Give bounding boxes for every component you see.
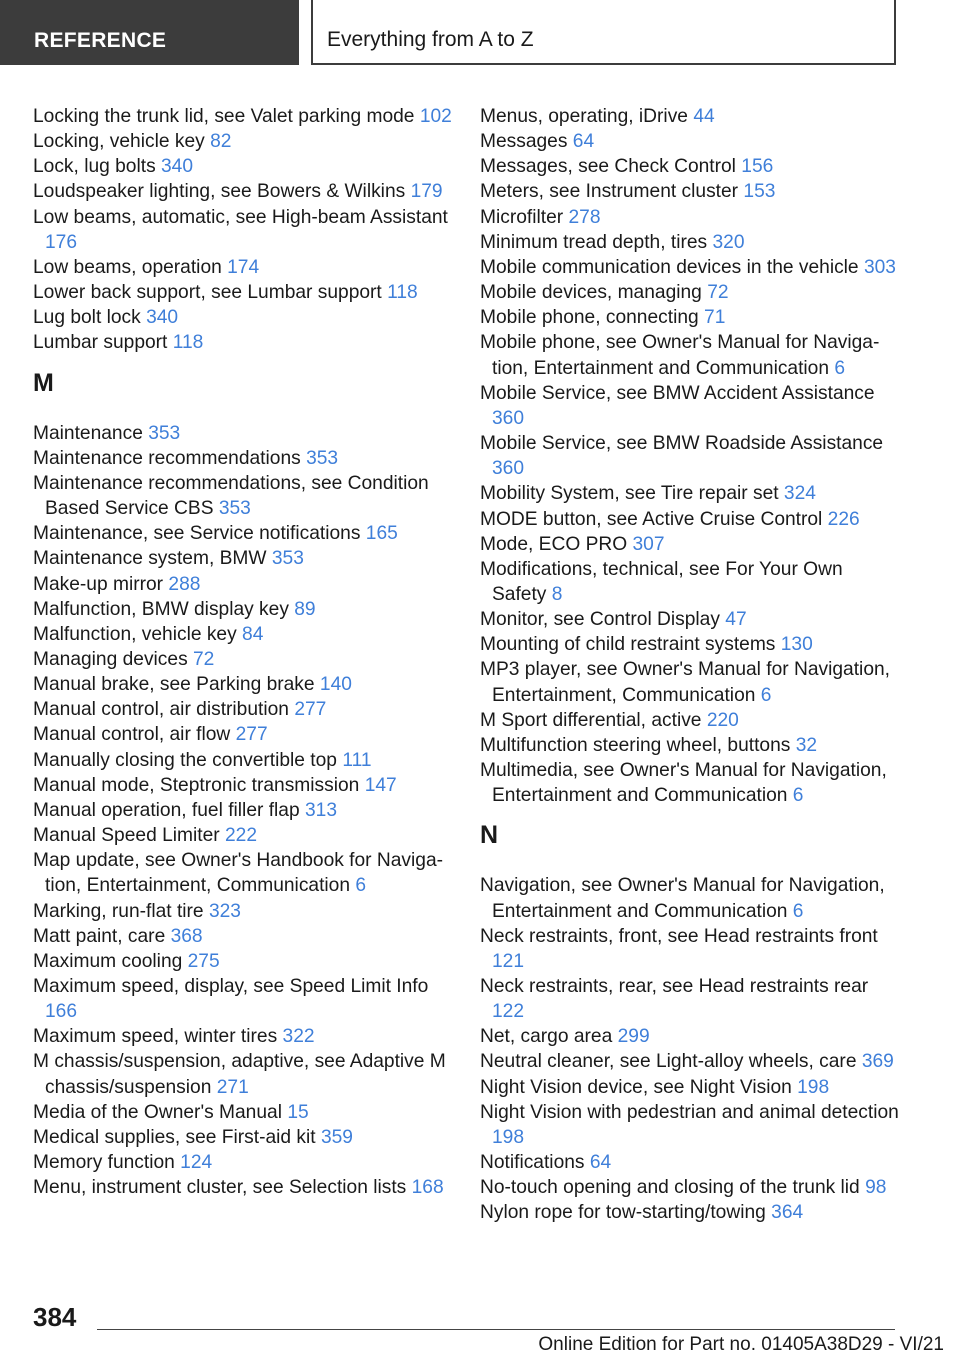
index-entry-text: Microfilter [480, 206, 564, 228]
index-entry-text: Neck restraints, rear, see Head restraints rear [480, 976, 869, 997]
index-entry-text: Mobile devices, managing [480, 282, 702, 304]
section-title: REFERENCE [34, 29, 167, 52]
page-reference-link[interactable]: 320 [712, 231, 745, 253]
page-reference-link[interactable]: 166 [45, 1001, 78, 1023]
page-reference-link[interactable]: 198 [492, 1126, 525, 1148]
page-reference-link[interactable]: 47 [725, 609, 747, 631]
page-reference-link[interactable]: 353 [148, 422, 181, 444]
index-entry [480, 758, 900, 808]
index-entry-text: Locking the trunk lid, see Valet parking mode [33, 106, 415, 127]
page-reference-link[interactable]: 8 [551, 583, 563, 605]
index-entry-text: Managing devices [33, 648, 188, 670]
page-reference-link[interactable]: 98 [865, 1177, 887, 1199]
index-entry-text: Memory function [33, 1152, 175, 1174]
index-entry [480, 924, 900, 974]
index-entry-text: Manual Speed Limiter [33, 825, 220, 847]
page-reference-link[interactable]: 6 [760, 684, 772, 706]
page-reference-link[interactable]: 176 [45, 231, 78, 253]
index-entry [33, 255, 453, 280]
page-reference-link[interactable]: 323 [208, 900, 241, 922]
index-entry [33, 974, 453, 1024]
page-reference-link[interactable]: 84 [242, 623, 264, 645]
page-reference-link[interactable]: 174 [227, 256, 260, 278]
index-entry [33, 521, 453, 546]
page-subtitle: Everything from A to Z [327, 28, 534, 51]
index-entry [480, 1075, 900, 1100]
page-number: 384 [33, 1302, 77, 1332]
page-reference-link[interactable]: 226 [827, 508, 860, 530]
index-entry-text: MP3 player, see Owner's Manual for Navigation, Entertainment, Communication [480, 659, 890, 706]
index-entry-text: Nylon rope for tow-starting/towing [480, 1202, 766, 1224]
page-reference-link[interactable]: 124 [180, 1152, 213, 1174]
index-entry-text: Mounting of child restraint systems [480, 634, 776, 656]
index-entry [480, 230, 900, 255]
index-entry [480, 657, 900, 707]
index-entry [33, 1100, 453, 1125]
index-entry [33, 1175, 453, 1200]
index-entry-text: No-touch opening and closing of the trunk lid [480, 1177, 860, 1199]
index-entry-text: Neutral cleaner, see Light-alloy wheels, care [480, 1051, 857, 1073]
index-entry-text: Manual brake, see Parking brake [33, 674, 315, 696]
index-entry-text: Locking, vehicle key [33, 131, 205, 153]
index-column-left [33, 104, 453, 1200]
index-entry-text: Low beams, operation [33, 256, 222, 278]
index-entry-text: Neck restraints, front, see Head restraints front [480, 925, 878, 947]
index-entry [480, 1150, 900, 1175]
page-reference-link[interactable]: 360 [492, 458, 525, 480]
index-entry [33, 1150, 453, 1175]
index-entry [480, 481, 900, 506]
index-entry-text: Matt paint, care [33, 925, 166, 947]
index-entry-text: Maintenance recommendations [33, 447, 301, 469]
index-entry [480, 330, 900, 380]
page-reference-link[interactable]: 130 [780, 634, 813, 656]
page-reference-link[interactable]: 44 [693, 106, 715, 127]
page-reference-link[interactable]: 364 [771, 1202, 804, 1224]
index-entry-text: Night Vision with pedestrian and animal detection [480, 1101, 899, 1123]
page-reference-link[interactable]: 6 [834, 357, 846, 379]
index-entry [33, 823, 453, 848]
index-entry [480, 280, 900, 305]
index-entry-text: Mobility System, see Tire repair set [480, 483, 779, 505]
page-reference-link[interactable]: 359 [320, 1126, 353, 1148]
index-entry-text: Net, cargo area [480, 1026, 613, 1048]
page-reference-link[interactable]: 121 [492, 950, 525, 972]
index-entry [480, 104, 900, 129]
page-reference-link[interactable]: 353 [218, 498, 251, 520]
index-entry-text: Modifications, technical, see For Your Own Safety [480, 558, 843, 605]
index-entry-text: Map update, see Owner's Handbook for Navigation, Entertainment, Communication [33, 850, 444, 897]
footer-divider [97, 1329, 895, 1330]
index-entry-text: Messages [480, 131, 568, 153]
index-entry [33, 1125, 453, 1150]
index-entry [480, 1049, 900, 1074]
page-reference-link[interactable]: 118 [387, 282, 418, 304]
index-entry [33, 305, 453, 330]
index-entry [480, 431, 900, 481]
index-entry [33, 1049, 453, 1099]
index-entry [33, 798, 453, 823]
index-entry [33, 899, 453, 924]
page-reference-link[interactable]: 6 [355, 875, 367, 897]
index-entry [480, 205, 900, 230]
index-entry [480, 873, 900, 923]
index-entry-text: Multifunction steering wheel, buttons [480, 734, 791, 756]
index-entry-text: M chassis/suspension, adaptive, see Adaptive M chassis/suspension [33, 1051, 446, 1098]
page-reference-link[interactable]: 82 [210, 131, 232, 153]
index-entry [33, 330, 453, 355]
index-entry-text: Menus, operating, iDrive [480, 106, 688, 127]
page-reference-link[interactable]: 6 [792, 900, 804, 922]
index-entry [33, 446, 453, 471]
index-column-right [480, 104, 900, 1226]
index-entry-text: Mobile Service, see BMW Accident Assistance [480, 382, 875, 404]
index-entry-text: Monitor, see Control Display [480, 609, 720, 631]
index-entry-text: Lug bolt lock [33, 307, 141, 329]
page-reference-link[interactable]: 71 [704, 307, 726, 329]
index-letter-heading: M [33, 368, 54, 397]
index-entry-text: Media of the Owner's Manual [33, 1101, 282, 1123]
index-entry-text: Mobile Service, see BMW Roadside Assistance [480, 433, 884, 455]
page-reference-link[interactable]: 313 [305, 799, 338, 821]
index-entry [33, 179, 453, 204]
page-reference-link[interactable]: 277 [235, 724, 268, 746]
index-entry-text: Menu, instrument cluster, see Selection lists [33, 1177, 407, 1199]
page-reference-link[interactable]: 198 [797, 1076, 830, 1098]
index-entry-text: Medical supplies, see First-aid kit [33, 1126, 316, 1148]
index-entry [33, 154, 453, 179]
index-entry [33, 471, 453, 521]
index-entry [33, 1024, 453, 1049]
page-reference-link[interactable]: 165 [365, 523, 398, 545]
index-entry [33, 572, 453, 597]
index-entry-text: Maintenance system, BMW [33, 548, 267, 570]
page-reference-link[interactable]: 111 [342, 749, 372, 771]
index-entry [480, 632, 900, 657]
page-reference-link[interactable]: 156 [741, 156, 774, 178]
index-entry-text: Malfunction, vehicle key [33, 623, 237, 645]
index-entry-text: Manual control, air flow [33, 724, 231, 746]
page-reference-link[interactable]: 140 [319, 674, 352, 696]
index-entry [480, 179, 900, 204]
index-entry-text: Maintenance [33, 422, 143, 444]
index-entry-text: M Sport differential, active [480, 709, 702, 731]
index-entry [33, 205, 453, 255]
index-entry-text: Mobile phone, connecting [480, 307, 699, 329]
index-entry [480, 607, 900, 632]
index-entry-text: Notifications [480, 1152, 585, 1174]
page-reference-link[interactable]: 179 [410, 181, 443, 203]
index-entry-text: Mobile communication devices in the vehicle [480, 256, 859, 278]
page-reference-link[interactable]: 89 [294, 598, 316, 620]
index-letter-heading: N [480, 821, 499, 850]
index-entry [33, 924, 453, 949]
index-entry [480, 1100, 900, 1150]
index-entry-text: Manually closing the convertible top [33, 749, 337, 771]
page-reference-link[interactable]: 288 [168, 573, 201, 595]
index-entry-text: Low beams, automatic, see High-beam Assistant [33, 206, 448, 228]
page-reference-link[interactable]: 368 [170, 925, 203, 947]
index-entry-text: Manual operation, fuel filler flap [33, 799, 300, 821]
index-entry [480, 1200, 900, 1225]
page-reference-link[interactable]: 32 [795, 734, 818, 756]
index-entry [480, 305, 900, 330]
index-entry [33, 848, 453, 898]
index-entry-text: Minimum tread depth, tires [480, 231, 708, 253]
page-reference-link[interactable]: 153 [743, 181, 776, 203]
index-entry [480, 974, 900, 1024]
page-reference-link[interactable]: 299 [617, 1026, 650, 1048]
index-entry-text: Messages, see Check Control [480, 156, 736, 178]
index-entry-text: Navigation, see Owner's Manual for Navigation, Entertainment and Communication [480, 875, 885, 922]
index-entry-text: Maximum cooling [33, 950, 183, 972]
page-reference-link[interactable]: 353 [306, 447, 339, 469]
index-entry [33, 104, 453, 129]
index-entry [480, 557, 900, 607]
index-entry [33, 672, 453, 697]
page-reference-link[interactable]: 122 [492, 1001, 525, 1023]
index-entry-text: Lock, lug bolts [33, 156, 156, 178]
page-reference-link[interactable]: 277 [294, 699, 327, 721]
index-entry [480, 381, 900, 431]
page-reference-link[interactable]: 168 [411, 1177, 444, 1199]
page-reference-link[interactable]: 15 [287, 1101, 309, 1123]
page-reference-link[interactable]: 222 [225, 825, 258, 847]
page-reference-link[interactable]: 340 [161, 156, 194, 178]
index-entry-text: Make-up mirror [33, 573, 164, 595]
index-entry [480, 1175, 900, 1200]
page-reference-link[interactable]: 72 [707, 282, 729, 304]
index-entry [33, 722, 453, 747]
header-title-box [311, 0, 896, 65]
index-entry [480, 255, 900, 280]
index-entry-text: Multimedia, see Owner's Manual for Navigation, Entertainment and Communication [480, 760, 887, 807]
index-entry-text: Loudspeaker lighting, see Bowers & Wilkins [33, 181, 406, 203]
index-entry-text: Maintenance, see Service notifications [33, 523, 361, 545]
index-entry-text: Meters, see Instrument cluster [480, 181, 739, 203]
page-reference-link[interactable]: 220 [706, 709, 739, 731]
index-entry [480, 129, 900, 154]
index-entry [480, 154, 900, 179]
index-entry [33, 421, 453, 446]
index-entry-text: Maintenance recommendations, see Condition Based Service CBS [33, 472, 429, 520]
section-tab [0, 0, 299, 65]
page-reference-link[interactable]: 147 [364, 774, 397, 796]
page-reference-link[interactable]: 64 [572, 131, 595, 153]
index-entry [33, 647, 453, 672]
index-entry-text: Malfunction, BMW display key [33, 598, 289, 620]
index-entry-text: Maximum speed, winter tires [33, 1026, 278, 1048]
page-reference-link[interactable]: 271 [216, 1076, 249, 1098]
index-entry [480, 708, 900, 733]
page-reference-link[interactable]: 6 [792, 785, 804, 807]
index-entry [33, 622, 453, 647]
page-reference-link[interactable]: 369 [861, 1051, 894, 1073]
index-entry [33, 546, 453, 571]
page-reference-link[interactable]: 118 [172, 332, 204, 354]
page-reference-link[interactable]: 353 [271, 548, 304, 570]
page-reference-link[interactable]: 72 [193, 648, 215, 670]
index-entry [33, 280, 453, 305]
index-entry-text: Mode, ECO PRO [480, 533, 628, 555]
index-entry-text: MODE button, see Active Cruise Control [480, 508, 823, 530]
page-reference-link[interactable]: 324 [783, 483, 816, 505]
index-entry-text: Lower back support, see Lumbar support [33, 282, 382, 304]
index-entry [33, 597, 453, 622]
index-entry-text: Manual mode, Steptronic transmission [33, 774, 360, 796]
page-reference-link[interactable]: 340 [146, 307, 179, 329]
index-entry-text: Night Vision device, see Night Vision [480, 1076, 792, 1098]
page-reference-link[interactable]: 307 [632, 533, 665, 555]
index-entry [480, 507, 900, 532]
page-reference-link[interactable]: 275 [187, 950, 220, 972]
index-entry [33, 748, 453, 773]
index-entry-text: Marking, run-flat tire [33, 900, 204, 922]
index-entry [33, 129, 453, 154]
index-entry [480, 532, 900, 557]
page-reference-link[interactable]: 102 [419, 106, 452, 127]
index-entry-text: Maximum speed, display, see Speed Limit Info [33, 976, 429, 997]
page-reference-link[interactable]: 64 [589, 1152, 612, 1174]
index-entry [480, 733, 900, 758]
index-entry-text: Mobile phone, see Owner's Manual for Navigation, Entertainment and Communication [480, 332, 880, 379]
index-entry-text: Manual control, air distribution [33, 699, 289, 721]
index-entry [480, 1024, 900, 1049]
index-entry-text: Lumbar support [33, 332, 168, 354]
index-entry [33, 697, 453, 722]
index-entry [33, 949, 453, 974]
edition-footer: Online Edition for Part no. 01405A38D29 - VI/21 [538, 1334, 944, 1355]
page-reference-link[interactable]: 322 [282, 1026, 315, 1048]
page-reference-link[interactable]: 303 [863, 256, 896, 278]
page-reference-link[interactable]: 360 [492, 407, 525, 429]
index-entry [33, 773, 453, 798]
page-reference-link[interactable]: 278 [568, 206, 601, 228]
